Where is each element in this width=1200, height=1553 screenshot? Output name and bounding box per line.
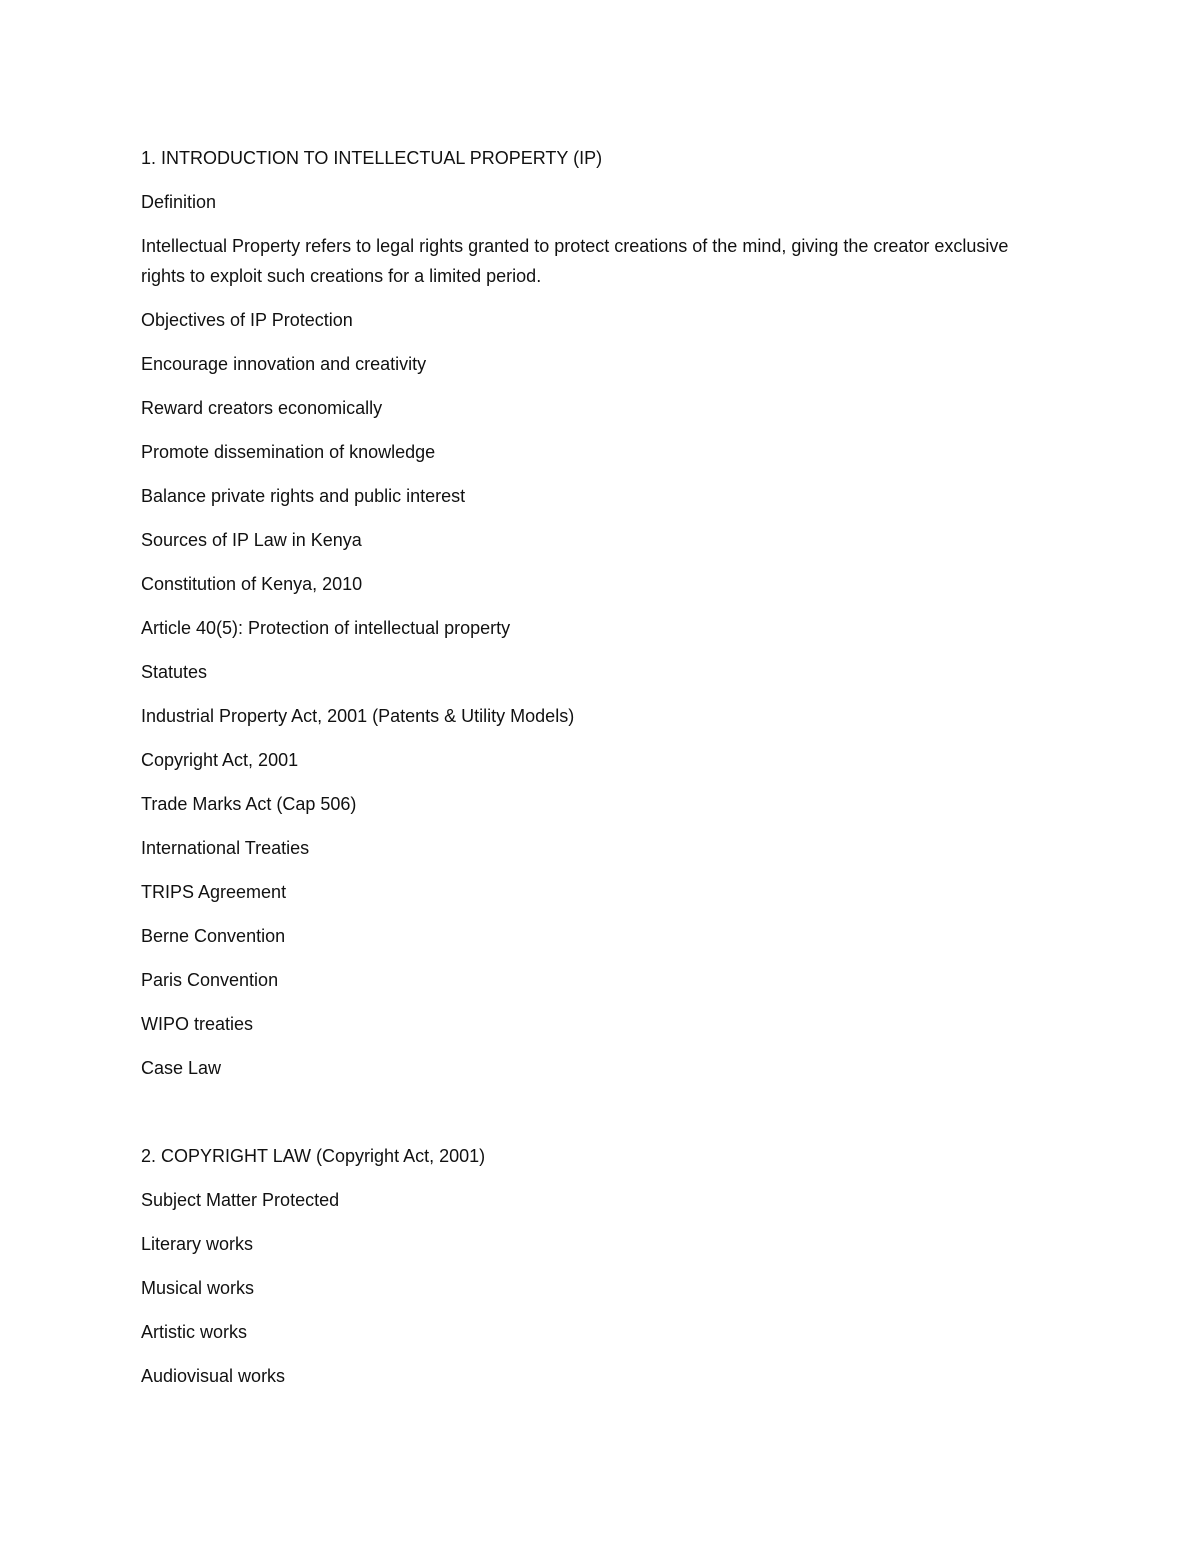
treaty-item: Paris Convention — [141, 970, 279, 990]
section-heading: 2. COPYRIGHT LAW (Copyright Act, 2001) — [141, 1146, 486, 1166]
case-law-item: Case Law — [141, 1058, 222, 1078]
treaties-label: International Treaties — [141, 838, 310, 858]
objective-item: Promote dissemination of knowledge — [141, 442, 436, 462]
subject-label: Subject Matter Protected — [141, 1190, 340, 1210]
section-heading: 1. INTRODUCTION TO INTELLECTUAL PROPERTY (IP) — [141, 148, 603, 168]
statute-item: Industrial Property Act, 2001 (Patents & Utility Models) — [141, 706, 575, 726]
treaty-item: WIPO treaties — [141, 1014, 254, 1034]
subject-item: Literary works — [141, 1234, 254, 1254]
objective-item: Reward creators economically — [141, 398, 383, 418]
definition-label: Definition — [141, 192, 217, 212]
statute-item: Copyright Act, 2001 — [141, 750, 299, 770]
article-item: Article 40(5): Protection of intellectual property — [141, 618, 511, 638]
subject-item: Musical works — [141, 1278, 255, 1298]
treaty-item: Berne Convention — [141, 926, 286, 946]
subject-item: Artistic works — [141, 1322, 248, 1342]
objective-item: Balance private rights and public interest — [141, 486, 466, 506]
treaty-item: TRIPS Agreement — [141, 882, 287, 902]
sources-label: Sources of IP Law in Kenya — [141, 530, 362, 550]
document-body — [141, 143, 1041, 1405]
subject-item: Audiovisual works — [141, 1366, 286, 1386]
objective-item: Encourage innovation and creativity — [141, 354, 427, 374]
statutes-label: Statutes — [141, 662, 208, 682]
constitution-item: Constitution of Kenya, 2010 — [141, 574, 363, 594]
definition-text: Intellectual Property refers to legal rights granted to protect creations of the mind, giving the creator exclusive rights to exploit such creations for a limited period. — [141, 236, 1009, 286]
statute-item: Trade Marks Act (Cap 506) — [141, 794, 357, 814]
objectives-label: Objectives of IP Protection — [141, 310, 353, 330]
section-spacer — [141, 1097, 1041, 1141]
